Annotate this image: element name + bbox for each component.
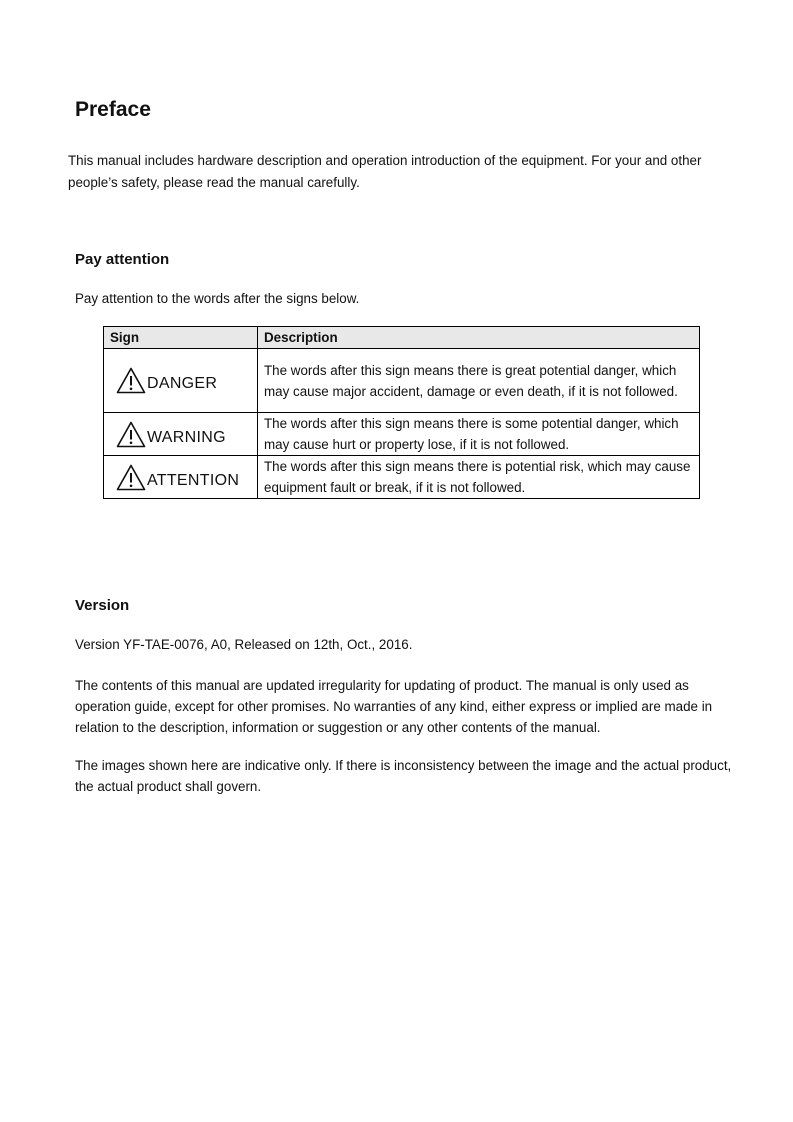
sign-label-warning: WARNING	[147, 428, 226, 446]
description-warning: The words after this sign means there is some potential danger, which may cause hurt or property lose, if it is not followed.	[258, 413, 700, 456]
version-paragraph-1: The contents of this manual are updated irregularity for updating of product. The manual is only used as operation guide, except for other promises. No warranties of any kind, either express or implied are made in relation to the description, information or suggestion or any other contents of the manual.	[75, 678, 713, 735]
warning-triangle-icon	[116, 464, 146, 491]
sign-cell-attention	[104, 456, 258, 499]
preface-intro: This manual includes hardware description and operation introduction of the equipment. For your and other people’s safety, please read the manual carefully.	[68, 153, 702, 190]
preface-title: Preface	[75, 98, 151, 121]
sign-label-attention: ATTENTION	[147, 471, 240, 489]
version-line: Version YF-TAE-0076, A0, Released on 12th, Oct., 2016.	[75, 637, 413, 652]
warning-triangle-icon	[116, 367, 146, 394]
version-title: Version	[75, 597, 130, 614]
pay-attention-title: Pay attention	[75, 251, 170, 268]
sign-label-danger: DANGER	[147, 375, 218, 392]
warning-triangle-icon	[116, 421, 146, 448]
pay-attention-text: Pay attention to the words after the signs below.	[75, 291, 360, 306]
description-danger: The words after this sign means there is great potential danger, which may cause major accident, damage or even death, if it is not followed.	[258, 349, 700, 413]
signs-table	[103, 326, 700, 499]
table-header-row	[104, 327, 700, 349]
table-row-attention	[104, 456, 700, 499]
sign-cell-danger	[104, 349, 258, 413]
sign-cell-warning	[104, 413, 258, 456]
header-sign: Sign	[104, 327, 258, 349]
table-row-warning	[104, 413, 700, 456]
table-row-danger	[104, 349, 700, 413]
header-description: Description	[258, 327, 700, 349]
version-paragraph-2: The images shown here are indicative only. If there is inconsistency between the image and the actual product, the actual product shall govern.	[75, 758, 732, 794]
description-attention: The words after this sign means there is potential risk, which may cause equipment fault or break, if it is not followed.	[258, 456, 700, 499]
